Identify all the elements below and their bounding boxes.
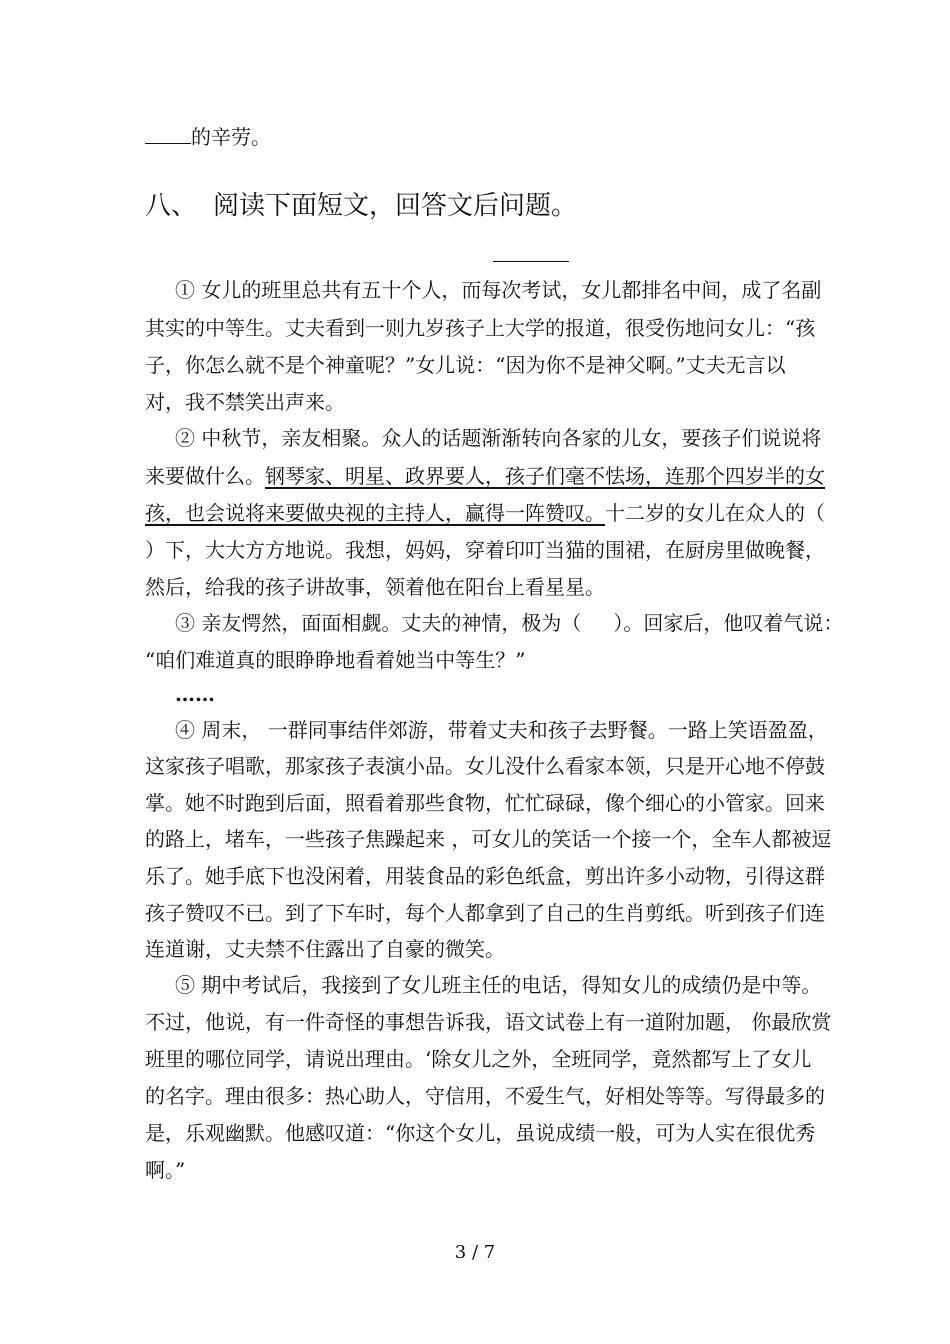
paragraph-1-line-4: 对，我不禁笑出声来。 bbox=[145, 390, 345, 414]
paragraph-4-line-5: 乐了。她手底下也没闲着，用装食品的彩色纸盒，剪出许多小动物，引得这群 bbox=[145, 864, 825, 888]
paragraph-4-line-2: 这家孩子唱歌，那家孩子表演小品。女儿没什么看家本领，只是开心地不停鼓 bbox=[145, 754, 825, 778]
page-number: 3 / 7 bbox=[454, 1242, 496, 1263]
paragraph-4-line-1: ④ 周末， 一群同事结伴郊游，带着丈夫和孩子去野餐。一路上笑语盈盈， bbox=[175, 718, 828, 742]
section-heading bbox=[145, 193, 577, 219]
paragraph-2-line-3: 孩，也会说将来要做央视的主持人，赢得一阵赞叹。十二岁的女儿在众人的（ bbox=[145, 501, 825, 525]
paragraph-1-line-3: 子，你怎么就不是个神童呢？”女儿说：“因为你不是神父啊。”丈夫无言以 bbox=[145, 353, 786, 377]
underlined-sentence: 钢琴家、明星、政界要人，孩子们毫不怯场，连那个四岁半的女 bbox=[265, 464, 825, 488]
paragraph-5-line-4: 的名字。理由很多：热心助人，守信用，不爱生气，好相处等等。写得最多的 bbox=[145, 1084, 825, 1108]
paragraph-4-line-6: 孩子赞叹不已。到了下车时，每个人都拿到了自己的生肖剪纸。听到孩子们连 bbox=[145, 901, 825, 925]
paragraph-2-line-1: ② 中秋节，亲友相聚。众人的话题渐渐转向各家的儿女，要孩子们说说将 bbox=[175, 426, 822, 450]
paragraph-4-line-3: 掌。她不时跑到后面，照看着那些食物，忙忙碌碌，像个细心的小管家。回来 bbox=[145, 791, 825, 815]
paragraph-3-line-1: ③ 亲友愕然，面面相觑。丈夫的神情，极为（ ）。回家后，他叹着气说： bbox=[175, 611, 844, 635]
previous-question-tail: 的辛劳。 bbox=[145, 125, 271, 147]
paragraph-5-line-3: 班里的哪位同学，请说出理由。‘除女儿之外，全班同学，竟然都写上了女儿 bbox=[145, 1047, 812, 1071]
section-number: 八、 bbox=[145, 191, 198, 221]
paragraph-1-line-2: 其实的中等生。丈夫看到一则九岁孩子上大学的报道，很受伤地问女儿：“孩 bbox=[145, 316, 816, 340]
paragraph-4-line-4: 的路上，堵车，一些孩子焦躁起来 ，可女儿的笑话一个接一个，全车人都被逗 bbox=[145, 827, 832, 851]
paragraph-5-line-6: 啊。” bbox=[145, 1158, 186, 1182]
paragraph-1-line-1: ① 女儿的班里总共有五十个人，而每次考试，女儿都排名中间，成了名副 bbox=[175, 278, 822, 302]
paragraph-2-line-2: 来要做什么。钢琴家、明星、政界要人，孩子们毫不怯场，连那个四岁半的女 bbox=[145, 464, 825, 488]
paragraph-5-line-1: ⑤ 期中考试后，我接到了女儿班主任的电话，得知女儿的成绩仍是中等。 bbox=[175, 973, 822, 997]
paragraph-2-line-4: ）下，大大方方地说。我想，妈妈，穿着印叮当猫的围裙，在厨房里做晚餐， bbox=[145, 538, 825, 562]
paragraph-3-line-2: “咱们难道真的眼睁睁地看着她当中等生？” bbox=[145, 648, 526, 672]
answer-blank bbox=[145, 125, 191, 144]
paragraph-5-line-5: 是，乐观幽默。他感叹道：“你这个女儿，虽说成绩一般，可为人实在很优秀 bbox=[145, 1121, 816, 1145]
underlined-sentence-cont: 孩，也会说将来要做央视的主持人，赢得一阵赞叹。 bbox=[145, 501, 605, 525]
paragraph-4-line-7: 连道谢，丈夫禁不住露出了自豪的微笑。 bbox=[145, 937, 505, 961]
paragraph-2-line-5: 然后，给我的孩子讲故事，领着他在阳台上看星星。 bbox=[145, 575, 605, 599]
paragraph-5-line-2: 不过，他说，有一件奇怪的事想告诉我，语文试卷上有一道附加题， 你最欣赏 bbox=[145, 1010, 832, 1034]
omission-ellipsis: …… bbox=[175, 682, 215, 706]
passage-title-blank bbox=[493, 261, 569, 262]
section-title: 阅读下面短文，回答文后问题。 bbox=[213, 191, 578, 221]
